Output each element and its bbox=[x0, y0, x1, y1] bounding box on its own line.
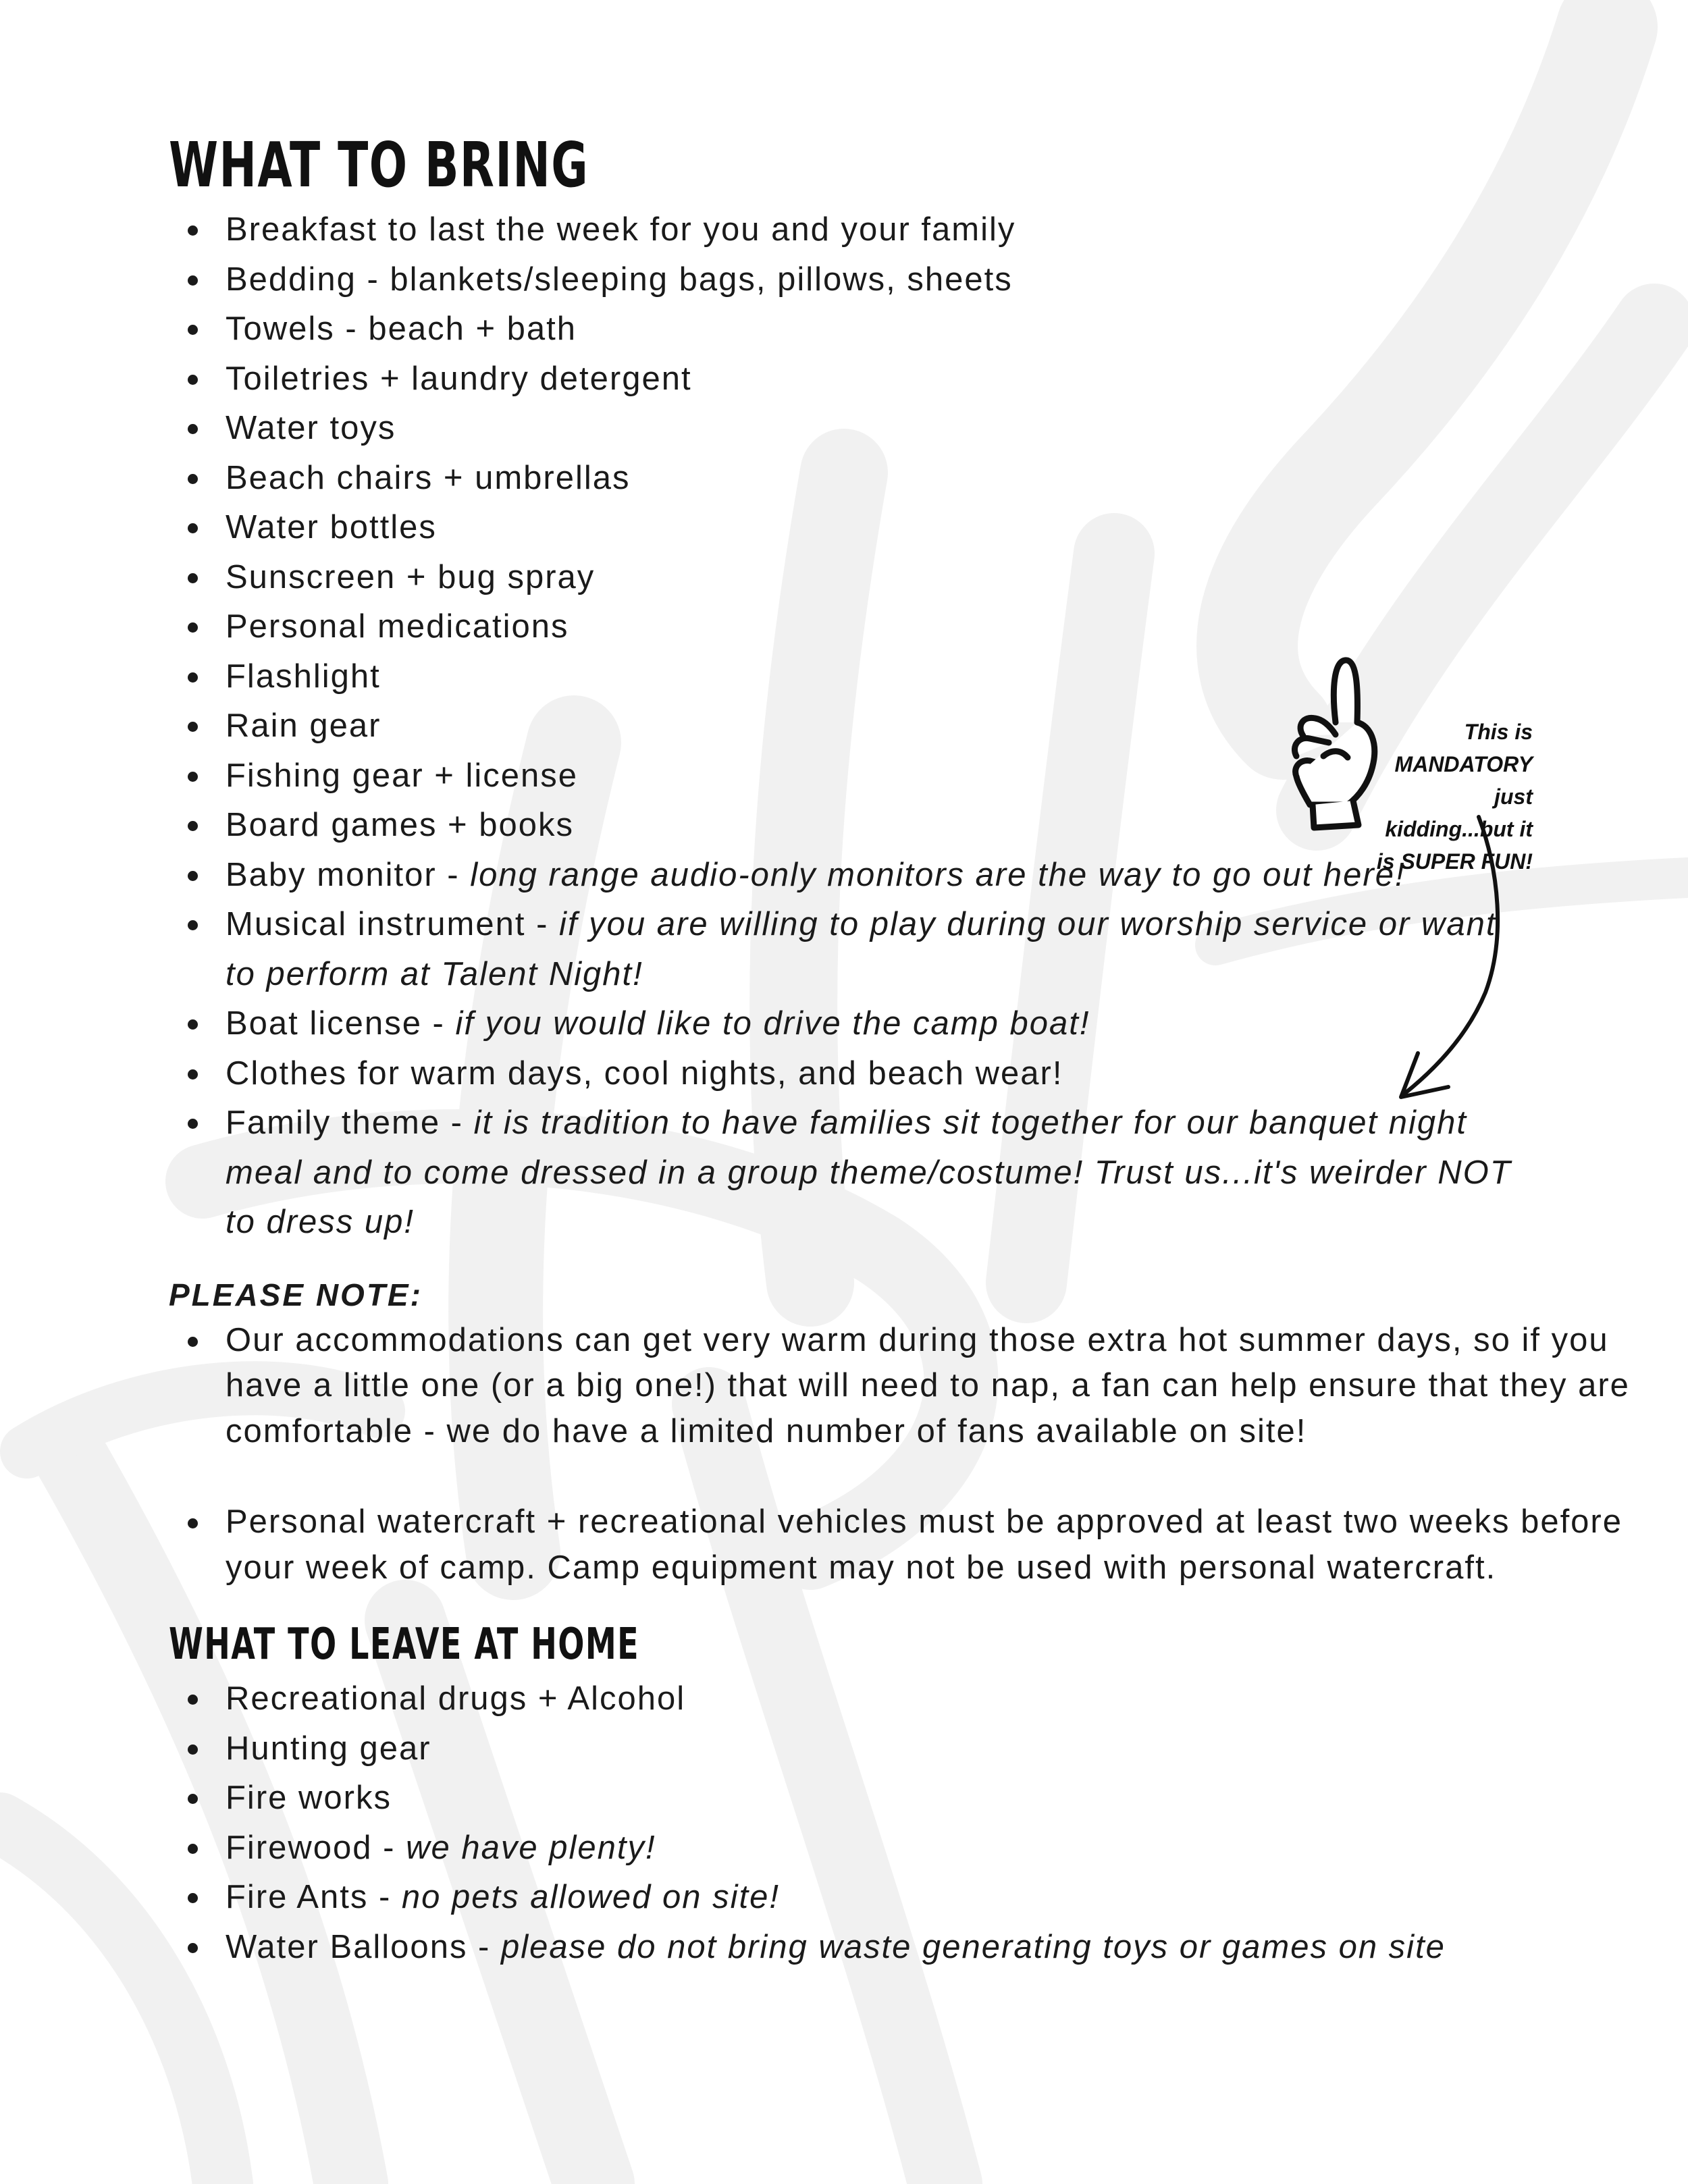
bring-item-text: Personal medications bbox=[226, 608, 569, 645]
leave-item bbox=[169, 1774, 1519, 1823]
callout-line: This is MANDATORY bbox=[1394, 720, 1533, 776]
note-item: Personal watercraft + recreational vehicles must be approved at least two weeks before your week of camp. Camp equipment may not be used with personal watercraft. bbox=[169, 1499, 1670, 1591]
bring-item-text: Bedding - blankets/sleeping bags, pillows, sheets bbox=[226, 261, 1013, 298]
bring-item-text: Breakfast to last the week for you and your family bbox=[226, 211, 1016, 248]
bring-item-note: long range audio-only monitors are the way to go out here! bbox=[470, 856, 1406, 893]
bring-item-text: Board games + books bbox=[226, 807, 575, 843]
bring-item bbox=[169, 553, 1519, 603]
leave-item-note: no pets allowed on site! bbox=[401, 1879, 780, 1915]
bring-item-text: Baby monitor - bbox=[226, 856, 471, 893]
leave-item bbox=[169, 1823, 1519, 1873]
bring-item bbox=[169, 404, 1519, 454]
bring-item-text: Family theme - bbox=[226, 1104, 474, 1141]
bring-item bbox=[169, 1098, 1519, 1248]
leave-item-text: Water Balloons - bbox=[226, 1928, 501, 1965]
leave-item-text: Hunting gear bbox=[226, 1730, 431, 1767]
please-note-heading: PLEASE NOTE: bbox=[169, 1277, 423, 1312]
what-to-leave-at-home-list bbox=[169, 1674, 1519, 1972]
leave-item-text: Fire works bbox=[226, 1780, 392, 1816]
callout-line: is SUPER FUN! bbox=[1376, 849, 1533, 874]
leave-item bbox=[169, 1724, 1519, 1774]
bring-item-text: Musical instrument - bbox=[226, 906, 560, 942]
bring-item-text: Toiletries + laundry detergent bbox=[226, 360, 692, 397]
bring-item bbox=[169, 503, 1519, 553]
leave-item-text: Fire Ants - bbox=[226, 1879, 402, 1915]
bring-item-text: Water bottles bbox=[226, 509, 437, 545]
leave-item-note: please do not bring waste generating toys or games on site bbox=[500, 1928, 1446, 1965]
bring-item bbox=[169, 304, 1519, 354]
bring-item bbox=[169, 255, 1519, 305]
bring-item bbox=[169, 354, 1519, 404]
leave-item bbox=[169, 1923, 1519, 1973]
please-note-list bbox=[169, 1318, 1630, 1591]
bring-item-note: if you would like to drive the camp boat! bbox=[455, 1005, 1090, 1042]
bring-item-text: Sunscreen + bug spray bbox=[226, 558, 596, 595]
bring-item-text: Rain gear bbox=[226, 708, 381, 744]
bring-item-text: Boat license - bbox=[226, 1005, 456, 1042]
note-item: Our accommodations can get very warm during those extra hot summer days, so if you have a little one (or a big one!) that will need to nap, a fan can help ensure that they are comfortable - we do have a limited number of fans available on site! bbox=[169, 1318, 1670, 1455]
callout-line: just kidding...but it bbox=[1385, 784, 1533, 841]
bring-item-text: Fishing gear + license bbox=[226, 757, 579, 794]
leave-item-note: we have plenty! bbox=[406, 1829, 656, 1866]
what-to-bring-heading: WHAT TO BRING bbox=[169, 129, 589, 201]
pointing-finger-icon bbox=[1294, 660, 1374, 828]
bring-item-text: Water toys bbox=[226, 410, 396, 446]
leave-item-text: Recreational drugs + Alcohol bbox=[226, 1680, 686, 1717]
bring-item-text: Flashlight bbox=[226, 658, 381, 695]
what-to-leave-at-home-heading: WHAT TO LEAVE AT HOME bbox=[169, 1620, 640, 1670]
bring-item-text: Beach chairs + umbrellas bbox=[226, 459, 631, 496]
bring-item bbox=[169, 602, 1519, 652]
bring-item-note: if you are willing to play during our worship service or want to perform at Talent Night! bbox=[226, 906, 1497, 992]
bring-item bbox=[169, 205, 1519, 255]
bring-item-text: Clothes for warm days, cool nights, and beach wear! bbox=[226, 1055, 1063, 1092]
mandatory-callout bbox=[1283, 648, 1607, 1121]
bring-item-text: Towels - beach + bath bbox=[226, 311, 577, 347]
leave-item-text: Firewood - bbox=[226, 1829, 406, 1866]
leave-item bbox=[169, 1873, 1519, 1923]
callout-text bbox=[1364, 716, 1533, 878]
bring-item-note: it is tradition to have families sit together for our banquet night meal and to come dressed in a group theme/costume! Trust us...it's weirder NOT to dress up! bbox=[226, 1104, 1512, 1240]
leave-item bbox=[169, 1674, 1519, 1724]
bring-item bbox=[169, 454, 1519, 504]
